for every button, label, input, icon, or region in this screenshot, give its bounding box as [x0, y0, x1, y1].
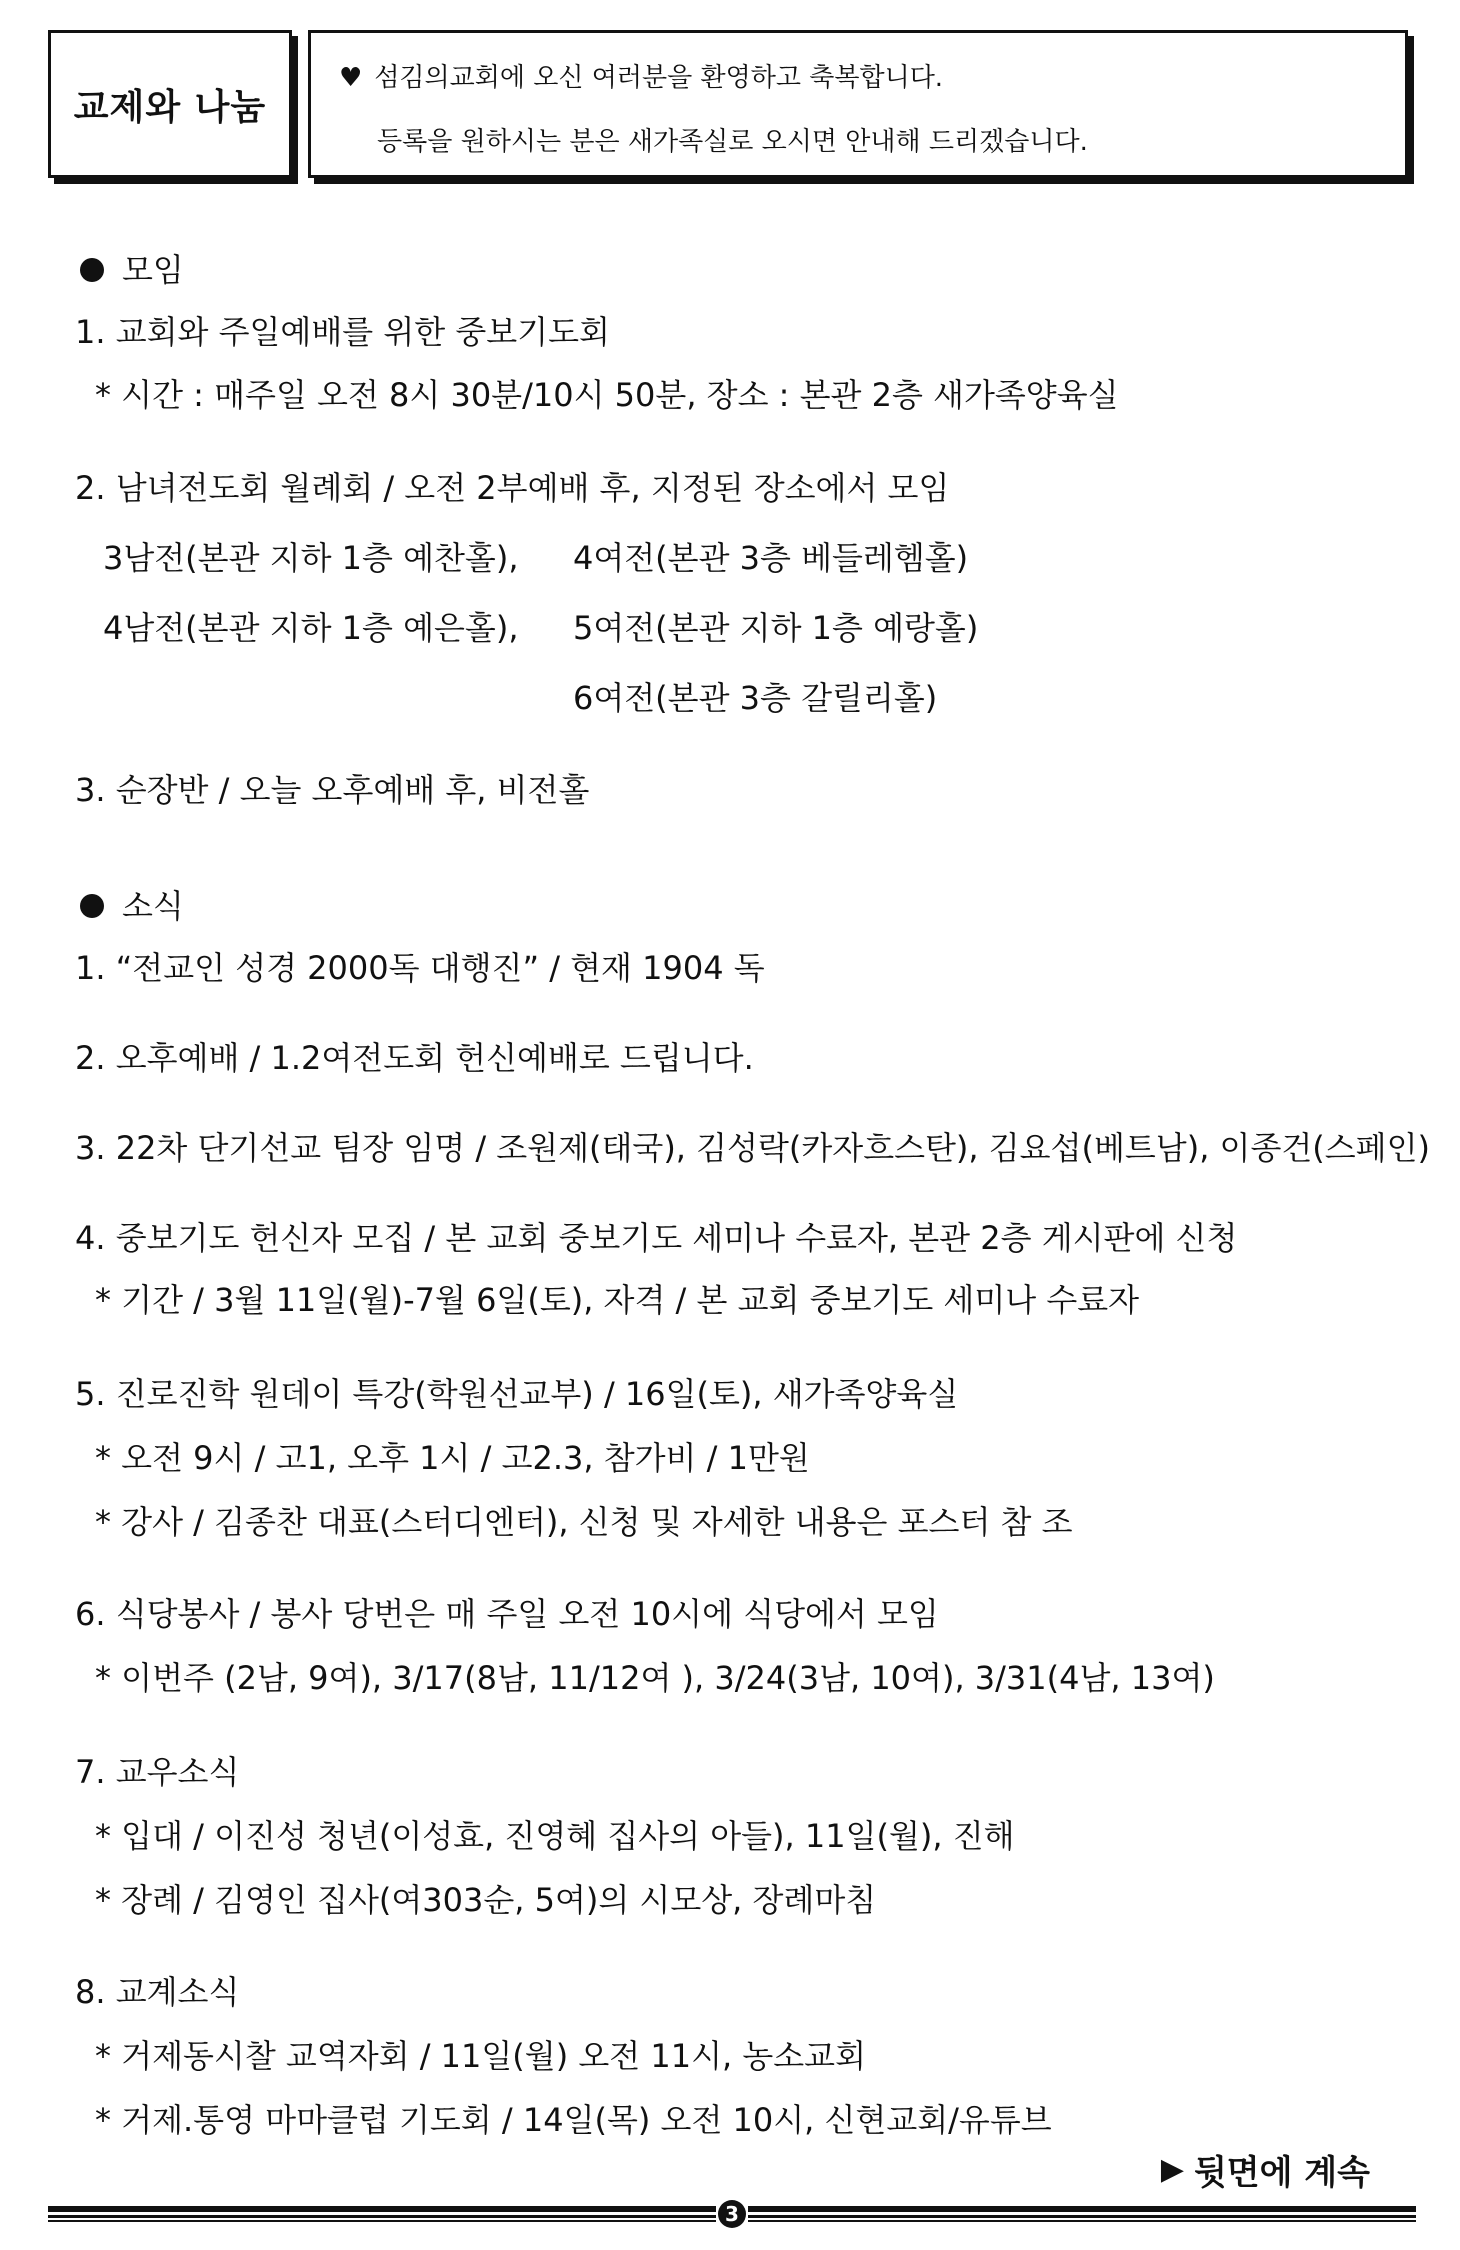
bullet-dot-icon — [80, 258, 104, 282]
news-heading — [80, 886, 184, 926]
news-line: 7. 교우소식 — [75, 1753, 240, 1791]
room-3nam: 3남전(본관 지하 1층 예찬홀), — [103, 539, 519, 577]
meeting-item-1: 1. 교회와 주일예배를 위한 중보기도회 — [75, 313, 610, 351]
meeting-item-2: 2. 남녀전도회 월례회 / 오전 2부예배 후, 지정된 장소에서 모임 — [75, 469, 950, 507]
news-line: * 입대 / 이진성 청년(이성효, 진영혜 집사의 아들), 11일(월), 진해 — [95, 1817, 1015, 1855]
page-number: 3 — [718, 2200, 746, 2228]
meeting-item-3: 3. 순장반 / 오늘 오후예배 후, 비전홀 — [75, 771, 590, 809]
section-title-box — [48, 30, 292, 178]
news-line: 2. 오후예배 / 1.2여전도회 헌신예배로 드립니다. — [75, 1039, 754, 1077]
room-5yeo: 5여전(본관 지하 1층 예랑홀) — [573, 609, 979, 647]
news-line: * 장례 / 김영인 집사(여303순, 5여)의 시모상, 장례마침 — [95, 1881, 877, 1919]
heart-icon: ♥ — [339, 63, 363, 93]
continue-on-back — [1161, 2145, 1370, 2194]
news-line: * 거제동시찰 교역자회 / 11일(월) 오전 11시, 농소교회 — [95, 2037, 866, 2075]
news-line: 1. “전교인 성경 2000독 대행진” / 현재 1904 독 — [75, 949, 765, 987]
welcome-line-1 — [339, 63, 1405, 93]
meetings-heading-text: 모임 — [122, 251, 184, 289]
news-line: * 오전 9시 / 고1, 오후 1시 / 고2.3, 참가비 / 1만원 — [95, 1439, 810, 1477]
meeting-item-1-detail: * 시간 : 매주일 오전 8시 30분/10시 50분, 장소 : 본관 2층 새가족양육실 — [95, 376, 1119, 414]
news-line: 4. 중보기도 헌신자 모집 / 본 교회 중보기도 세미나 수료자, 본관 2층 게시판에 신청 — [75, 1219, 1238, 1257]
meeting-rooms-row-1 — [75, 538, 968, 578]
news-line: * 거제.통영 마마클럽 기도회 / 14일(목) 오전 10시, 신현교회/유튜브 — [95, 2101, 1052, 2139]
room-6yeo: 6여전(본관 3층 갈릴리홀) — [573, 679, 938, 717]
footer-rule-right — [748, 2206, 1416, 2222]
play-arrow-icon: ▶ — [1160, 2152, 1184, 2187]
news-line: * 이번주 (2남, 9여), 3/17(8남, 11/12여 ), 3/24(3남, 10여), 3/31(4남, 13여) — [95, 1659, 1215, 1697]
news-heading-text: 소식 — [122, 887, 184, 925]
welcome-text-2: 등록을 원하시는 분은 새가족실로 오시면 안내해 드리겠습니다. — [377, 127, 1088, 157]
news-line: 3. 22차 단기선교 팀장 임명 / 조원제(태국), 김성락(카자흐스탄), 김요섭(베트남), 이종건(스페인) — [75, 1129, 1430, 1167]
continue-label: 뒷면에 계속 — [1193, 2153, 1370, 2193]
meeting-rooms-row-2 — [75, 608, 978, 648]
section-title: 교제와 나눔 — [73, 86, 267, 128]
footer-rule-left — [48, 2206, 716, 2222]
news-line: 6. 식당봉사 / 봉사 당번은 매 주일 오전 10시에 식당에서 모임 — [75, 1595, 939, 1633]
news-line: * 기간 / 3월 11일(월)-7월 6일(토), 자격 / 본 교회 중보기도 세미나 수료자 — [95, 1281, 1140, 1319]
room-4yeo: 4여전(본관 3층 베들레헴홀) — [573, 539, 969, 577]
news-line: 5. 진로진학 원데이 특강(학원선교부) / 16일(토), 새가족양육실 — [75, 1375, 959, 1413]
welcome-line-2 — [339, 127, 1405, 157]
news-line: * 강사 / 김종찬 대표(스터디엔터), 신청 및 자세한 내용은 포스터 참 조 — [95, 1503, 1073, 1541]
header — [48, 30, 1416, 188]
welcome-text-1: 섬김의교회에 오신 여러분을 환영하고 축복합니다. — [374, 63, 944, 93]
news-line: 8. 교계소식 — [75, 1973, 240, 2011]
welcome-box — [308, 30, 1408, 178]
footer — [48, 2200, 1416, 2230]
room-4nam: 4남전(본관 지하 1층 예은홀), — [103, 609, 519, 647]
meetings-heading — [80, 250, 184, 290]
bullet-dot-icon — [80, 894, 104, 918]
